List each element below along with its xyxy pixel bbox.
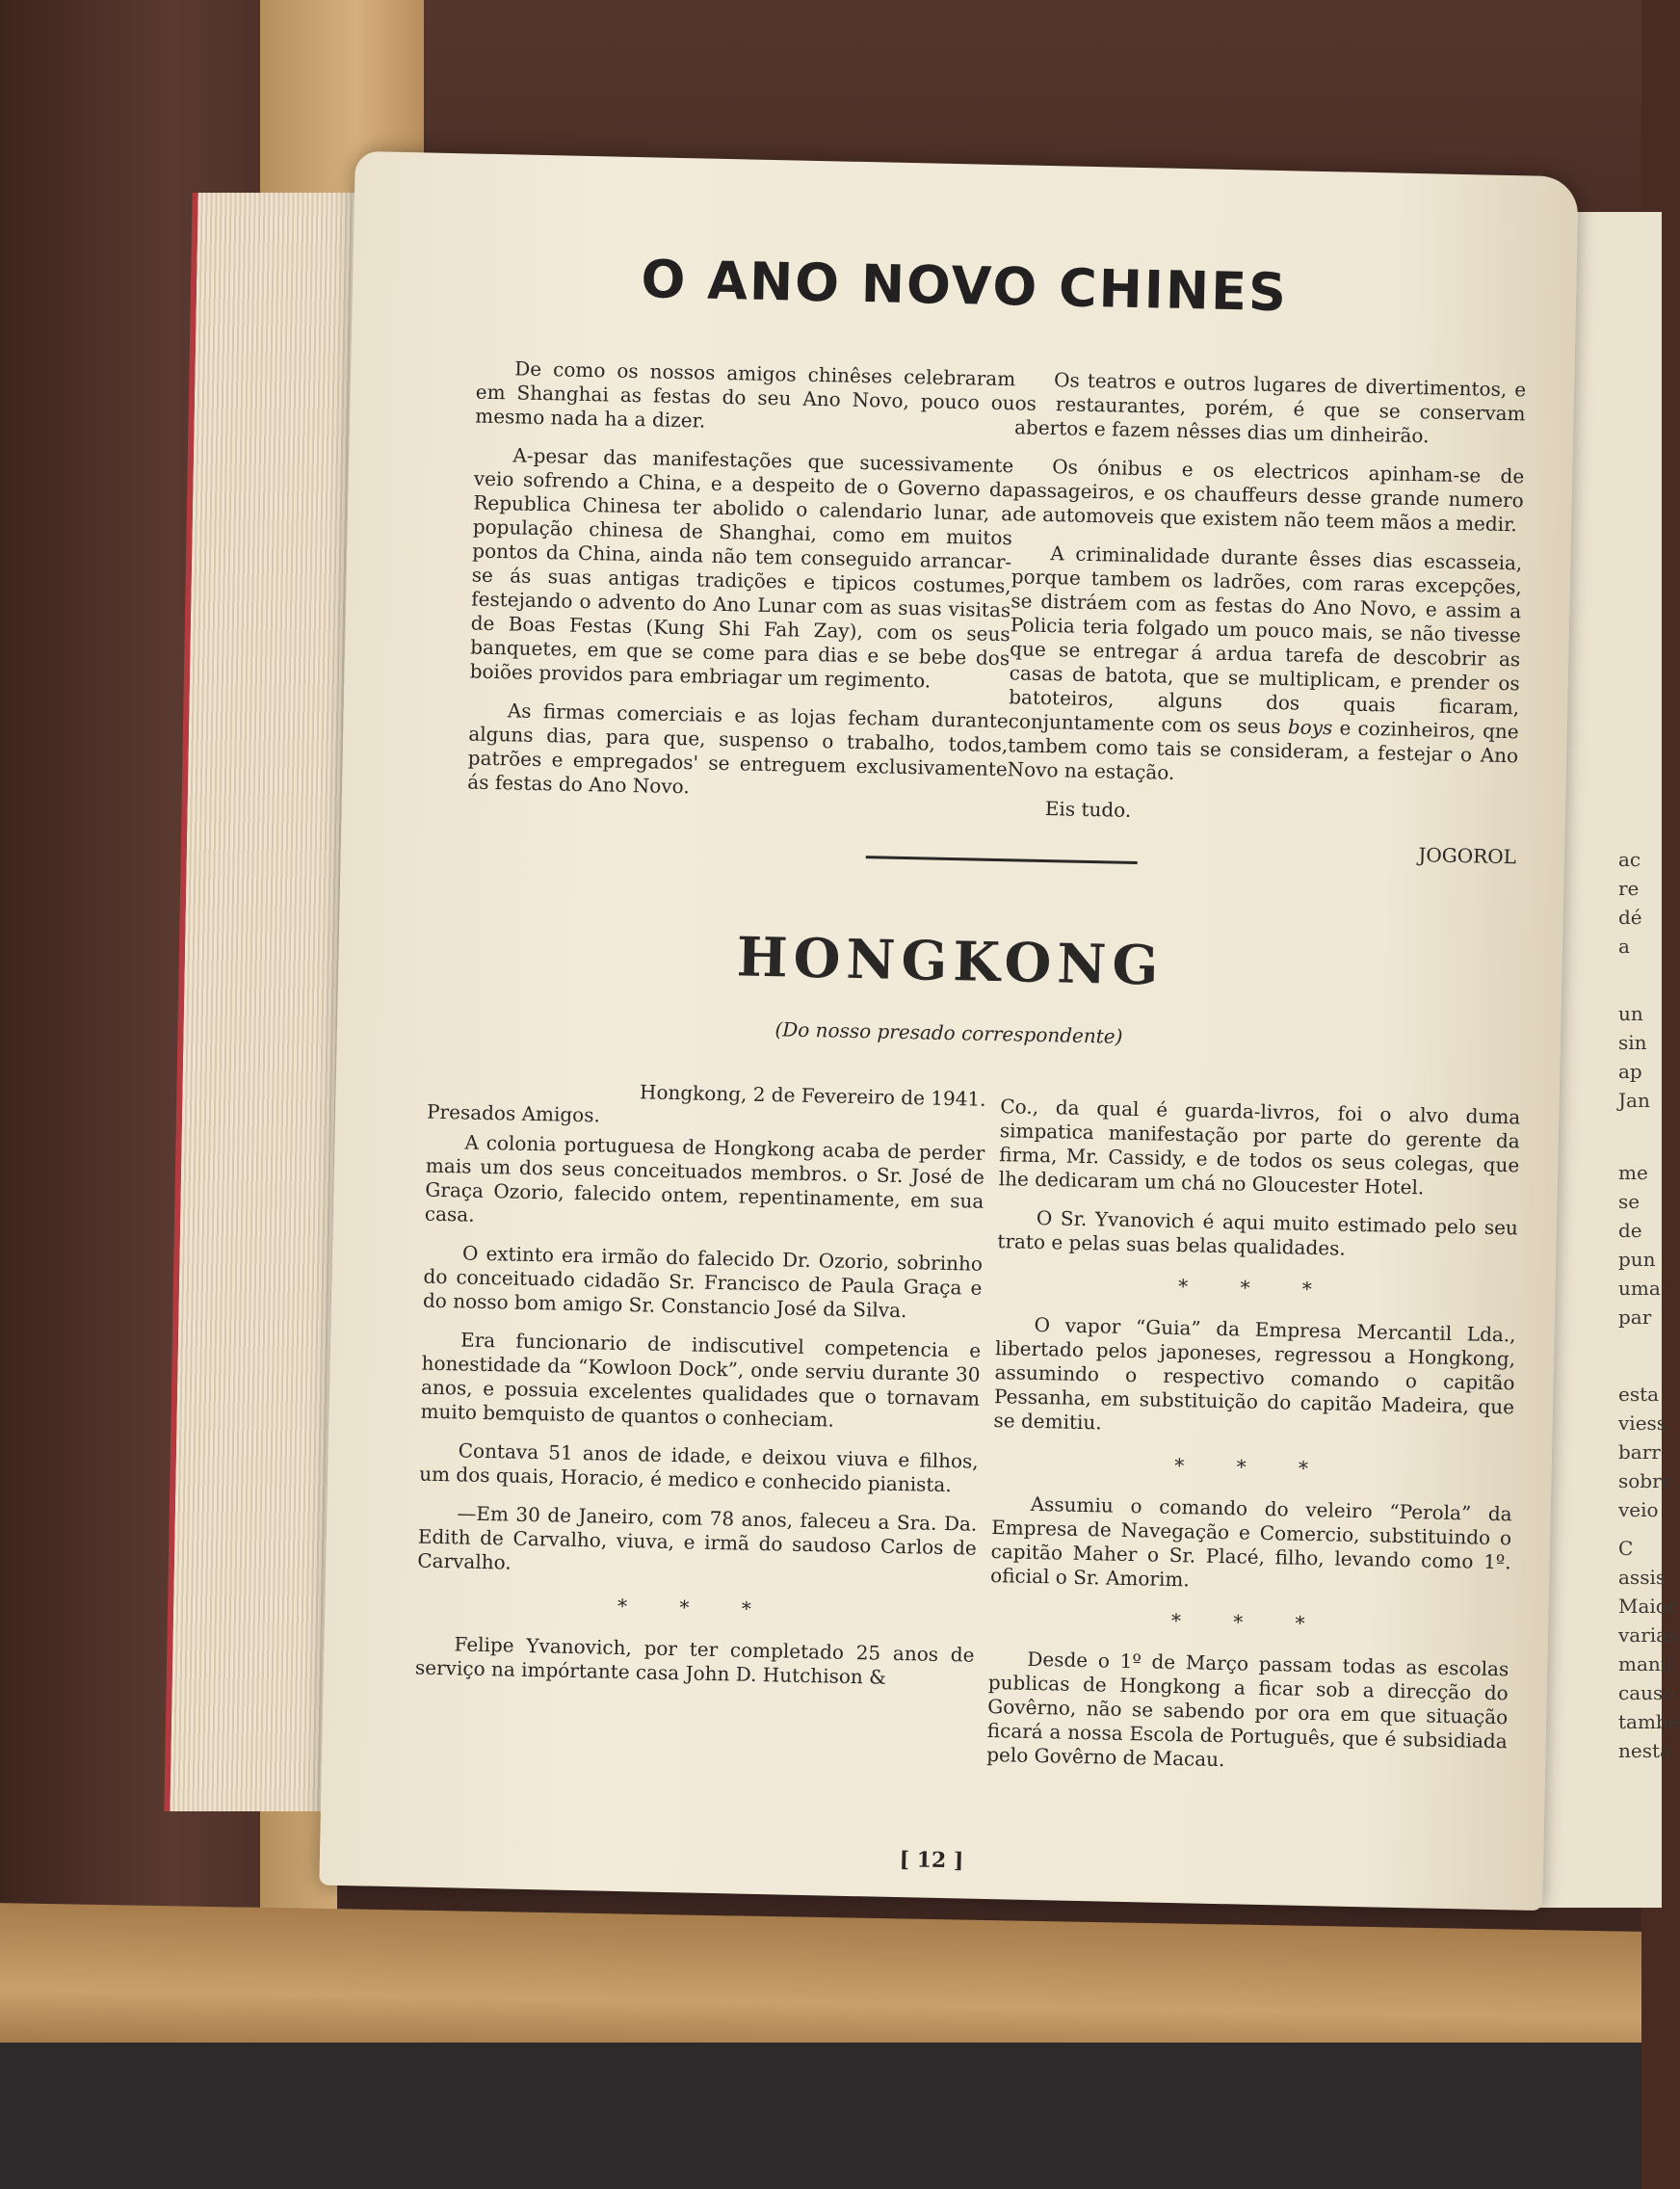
next-page-fragment: causo [1618, 1681, 1675, 1704]
next-page-fragment: re [1618, 877, 1640, 900]
paragraph: Contava 51 anos de idade, e deixou viuva e filhos, um dos quais, Horacio, é medico e conhecido pianista. [419, 1438, 979, 1497]
paragraph: Co., da qual é guarda-livros, foi o alvo duma simpatica manifestação por parte do gerente da firma, Mr. Cassidy, e de todos os seus colegas, que lhe dedicaram um chá no Gloucester Hotel. [998, 1094, 1521, 1200]
author-signature: JOGOROL [1418, 843, 1517, 869]
next-page-fragment: manif [1618, 1652, 1674, 1675]
italic-word: boys [1287, 715, 1333, 740]
paragraph: O vapor “Guia” da Empresa Mercantil Lda., libertado pelos japoneses, regressou a Hongkong, assumindo o respectivo comando o capitão Pessanha, em substituição do capitão Madeira, que se demitiu. [993, 1312, 1516, 1435]
paragraph: Era funcionario de indiscutivel competencia e honestidade da “Kowloon Dock”, onde serviu durante 30 anos, e possuia excelentes qualidades que o tornavam muito bemquisto de quantos o conheciam. [420, 1328, 982, 1432]
salutation: Presados Amigos. [426, 1099, 601, 1127]
next-page-fragment: me [1618, 1161, 1648, 1184]
paragraph: O Sr. Yvanovich é aqui muito estimado pelo seu trato e pelas suas belas qualidades. [997, 1205, 1519, 1260]
next-page-fragment: Jan [1618, 1089, 1650, 1112]
next-page-fragment: varias [1618, 1623, 1678, 1647]
article-title-ano-novo: O ANO NOVO CHINES [640, 249, 1289, 324]
next-page-fragment: uma [1618, 1277, 1661, 1300]
article-title-hongkong: HONGKONG [736, 925, 1165, 998]
next-page-fragment: barr [1618, 1440, 1661, 1464]
next-page-fragment: assis [1618, 1566, 1667, 1589]
next-page-fragment: sobre [1618, 1469, 1673, 1492]
paragraph: Os teatros e outros lugares de divertimentos, e os restaurantes, porém, é que se conservam abertos e fazem nêsses dias um dinheirão. [1013, 368, 1527, 448]
article2-right-column [986, 1094, 1521, 1792]
next-page-fragment: sin [1618, 1031, 1647, 1054]
paragraph: Felipe Yvanovich, por ter completado 25 anos de serviço na impórtante casa John D. Hutchison & [414, 1632, 975, 1689]
paragraph-text: e cozinheiros, qne tambem como tais se consideram, a festejar o Ano Novo na estação. [1007, 716, 1519, 784]
next-page-fragment: ap [1618, 1060, 1642, 1083]
paragraph: A colonia portuguesa de Hongkong acaba de perder mais um dos seus conceituados membros. o Sr. José de Graça Ozorio, falecido ontem, repentinamente, em sua casa. [424, 1130, 985, 1226]
paragraph: Desde o 1º de Março passam todas as escolas publicas de Hongkong a ficar sob a direcção do Govêrno, não se sabendo por ora em que situação ficará a nossa Escola de Português, que é subsidiada pelo Govêrno de Macau. [986, 1647, 1509, 1772]
dateline: Hongkong, 2 de Fevereiro de 1941. [639, 1080, 986, 1111]
article-subtitle: (Do nosso presado correspondente) [774, 1017, 1123, 1048]
separator-stars: * * * [617, 1594, 774, 1622]
paragraph [1007, 541, 1522, 792]
next-page-fragment: esta [1618, 1383, 1660, 1406]
next-page-fragment: par [1618, 1305, 1652, 1329]
article1-left-column [467, 356, 1016, 821]
paragraph: Eis tudo. [1044, 797, 1132, 822]
article2-left-column [414, 1076, 985, 1706]
paragraph: —Em 30 de Janeiro, com 78 anos, faleceu a Sra. Da. Edith de Carvalho, viuva, e irmã do saudoso Carlos de Carvalho. [417, 1501, 978, 1574]
next-page-fragment: un [1618, 1002, 1643, 1025]
next-page-fragment: C [1618, 1537, 1634, 1560]
separator-stars: * * * [1177, 1275, 1336, 1302]
next-page-fragment: Maior [1618, 1595, 1677, 1618]
next-page-fragment: se [1618, 1190, 1641, 1213]
paragraph: Os ónibus e os electricos apinham-se de passageiros, e os chauffeurs desse grande numero de automoveis que existem não teem mãos a medir. [1012, 455, 1525, 537]
next-page-fragment: nesta [1618, 1739, 1671, 1762]
floor [0, 2043, 1641, 2189]
page-number: [ 12 ] [899, 1847, 964, 1874]
paragraph: As firmas comerciais e as lojas fecham durante alguns dias, para que, suspenso o trabalho, todos, patrões e empregados' se entreguem exclusivamente ás festas do Ano Novo. [467, 699, 1010, 799]
paragraph-text: A criminalidade durante êsses dias escasseia, porque tambem os ladrões, com raras excepções, se distráem com as festas do Ano Novo, e assim a Policia teria folgado um pouco mais, se não tivesse que se entregar á ardua tarefa de descobrir as casas de batota, que se multiplicam, e prender os batoteiros, alguns dos quais ficaram, conjuntamente com os seus [1008, 541, 1523, 739]
paragraph: De como os nossos amigos chinêses celebraram em Shanghai as festas do seu Ano Novo, pouco ou mesmo nada ha a dizer. [475, 356, 1016, 433]
next-page-fragment: pun [1618, 1248, 1656, 1271]
next-page-fragment: a [1618, 935, 1630, 958]
separator-stars: * * * [1173, 1454, 1332, 1481]
book-page [319, 151, 1578, 1911]
next-page-fragment: dé [1618, 906, 1642, 929]
next-page-fragment: ac [1618, 848, 1641, 871]
next-page-fragment: de [1618, 1219, 1642, 1242]
paragraph: Assumiu o comando do veleiro “Perola” da Empresa de Navegação e Comercio, substituindo o capitão Maher o Sr. Placé, filho, levando como 1º. oficial o Sr. Amorim. [989, 1491, 1512, 1592]
next-page-fragment: viess [1618, 1411, 1667, 1435]
paragraph: O extinto era irmão do falecido Dr. Ozorio, sobrinho do conceituado cidadão Sr. Francisco de Paula Graça e do nosso bom amigo Sr. Constancio José da Silva. [422, 1241, 984, 1323]
separator-stars: * * * [1170, 1608, 1328, 1636]
next-page-fragment: veio [1618, 1498, 1659, 1521]
paragraph: A-pesar das manifestações que sucessivamente veio sofrendo a China, e a despeito de o Governo da Republica Chinesa ter abolido o calendario lunar, a população chinesa de Shanghai, como em muitos pontos da China, ainda não tem conseguido arrancar-se ás suas antigas tradições e tipicos costumes, festejando o advento do Ano Lunar com as suas visitas de Boas Festas (Kung Shi Fah Zay), com os seus banquetes, em que se come para dias e se bebe dos boiões providos para embriagar um regimento. [469, 443, 1014, 693]
article1-right-column [1005, 367, 1526, 884]
next-page-fragment: tambe [1618, 1710, 1680, 1733]
